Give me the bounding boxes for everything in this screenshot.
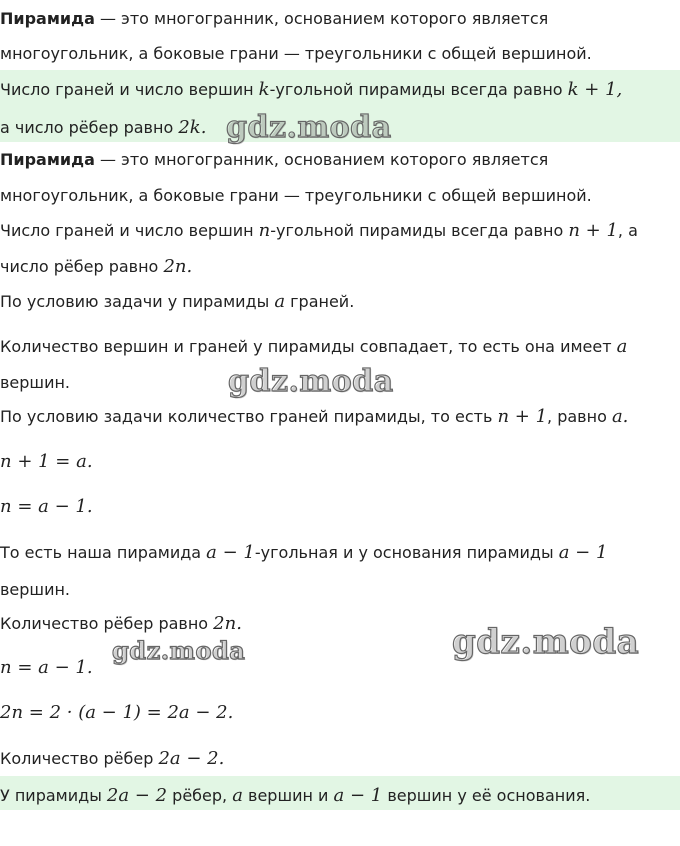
answer-line: У пирамиды 2a − 2 рёбер, a вершин и a − 1 вершин у её основания. — [0, 785, 591, 806]
definition-1-line-2: многоугольник, а боковые грани — треугольники с общей вершиной. — [0, 44, 592, 63]
sentence-vertices-line-1: Количество вершин и граней у пирамиды совпадает, то есть она имеет a — [0, 336, 628, 357]
sentence-faces-count: По условию задачи у пирамиды a граней. — [0, 291, 355, 312]
fact-2-line-2: число рёбер равно 2n. — [0, 256, 193, 277]
sentence-base-line-2: вершин. — [0, 580, 71, 599]
equation-4: 2n = 2 · (a − 1) = 2a − 2. — [0, 702, 234, 723]
definition-1-line-1: Пирамида — это многогранник, основанием которого является — [0, 9, 549, 28]
equation-2: n = a − 1. — [0, 496, 93, 517]
definition-2-line-2: многоугольник, а боковые грани — треугольники с общей вершиной. — [0, 186, 592, 205]
sentence-edges-result: Количество рёбер 2a − 2. — [0, 748, 225, 769]
term-pyramid: Пирамида — [0, 150, 95, 169]
equation-3: n = a − 1. — [0, 657, 93, 678]
sentence-base-line-1: То есть наша пирамида a − 1-угольная и у основания пирамиды a − 1 — [0, 542, 608, 563]
watermark-logo: gdz.moda — [452, 622, 640, 662]
sentence-vertices-line-2: вершин. — [0, 373, 71, 392]
watermark-logo: gdz.moda — [228, 364, 394, 399]
sentence-edges: Количество рёбер равно 2n. — [0, 613, 242, 634]
watermark-logo: gdz.moda — [112, 636, 246, 665]
fact-2-line-1: Число граней и число вершин n-угольной пирамиды всегда равно n + 1, а — [0, 220, 638, 241]
definition-2-line-1: Пирамида — это многогранник, основанием которого является — [0, 150, 549, 169]
fact-1-line-2: а число рёбер равно 2k. — [0, 117, 207, 138]
watermark-logo: gdz.moda — [226, 110, 392, 145]
equation-1: n + 1 = a. — [0, 451, 93, 472]
term-pyramid: Пирамида — [0, 9, 95, 28]
fact-1-line-1: Число граней и число вершин k-угольной пирамиды всегда равно k + 1, — [0, 79, 623, 100]
sentence-condition: По условию задачи количество граней пирамиды, то есть n + 1, равно a. — [0, 406, 629, 427]
